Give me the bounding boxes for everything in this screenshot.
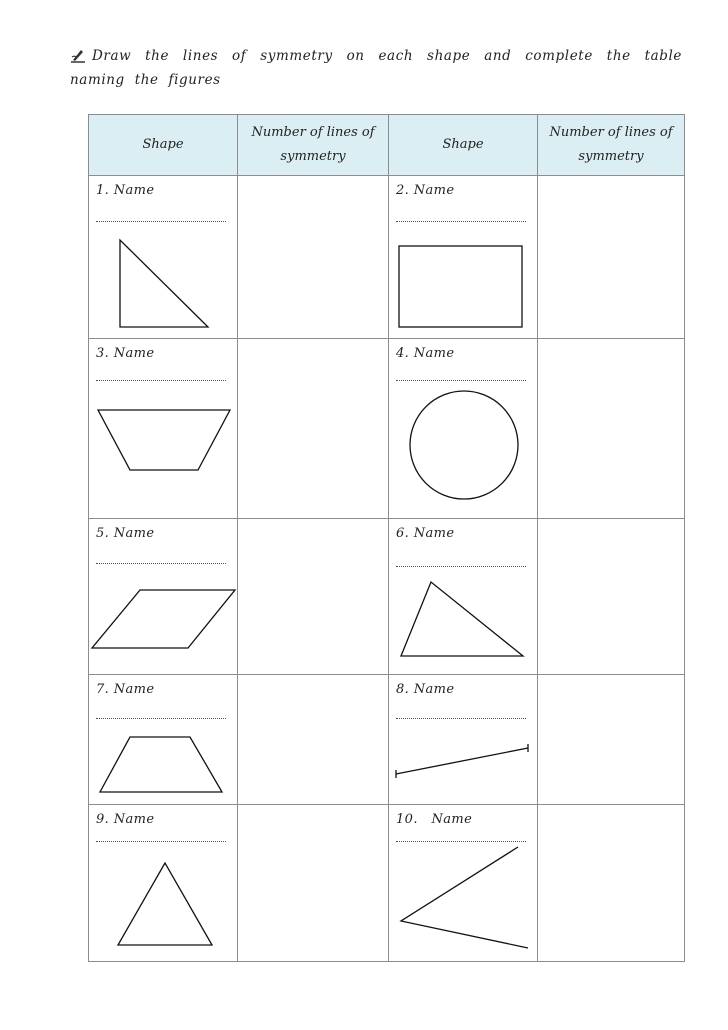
shape-cell-4 xyxy=(389,339,538,519)
item-label-9: 9. Name xyxy=(96,812,155,827)
answer-cell-6[interactable] xyxy=(538,519,685,675)
answer-cell-10[interactable] xyxy=(538,805,685,962)
answer-cell-2[interactable] xyxy=(538,176,685,339)
item-label-4: 4. Name xyxy=(396,346,455,361)
rectangle-figure xyxy=(389,176,538,339)
item-label-8: 8. Name xyxy=(396,682,455,697)
answer-cell-1[interactable] xyxy=(238,176,389,339)
table-row xyxy=(89,176,685,339)
shape-cell-8 xyxy=(389,675,538,805)
symmetry-table xyxy=(88,114,685,962)
instruction-text xyxy=(70,44,682,92)
header-lines-1: Number of lines of symmetry xyxy=(238,115,389,176)
shape-cell-9 xyxy=(89,805,238,962)
pen-hand-icon xyxy=(70,47,86,63)
table-row xyxy=(89,675,685,805)
inverted-trapezium-figure xyxy=(89,339,238,519)
right-triangle-figure xyxy=(89,176,238,339)
shape-cell-10 xyxy=(389,805,538,962)
trapezium-figure xyxy=(89,675,238,805)
table-row xyxy=(89,519,685,675)
scalene-triangle-figure xyxy=(389,519,538,675)
shape-cell-2 xyxy=(389,176,538,339)
item-label-7: 7. Name xyxy=(96,682,155,697)
header-shape-1: Shape xyxy=(89,115,238,176)
header-shape-2: Shape xyxy=(389,115,538,176)
header-lines-2: Number of lines of symmetry xyxy=(538,115,685,176)
item-label-10: 10. Name xyxy=(396,812,473,827)
table-header-row xyxy=(89,115,685,176)
table-row xyxy=(89,339,685,519)
shape-cell-3 xyxy=(89,339,238,519)
instruction-label: Draw the lines of symmetry on each shape and complete the table naming the figures xyxy=(70,48,682,88)
item-label-1: 1. Name xyxy=(96,183,155,198)
line-segment-figure xyxy=(389,675,538,805)
answer-cell-5[interactable] xyxy=(238,519,389,675)
shape-cell-5 xyxy=(89,519,238,675)
answer-cell-4[interactable] xyxy=(538,339,685,519)
item-label-3: 3. Name xyxy=(96,346,155,361)
answer-cell-8[interactable] xyxy=(538,675,685,805)
answer-cell-9[interactable] xyxy=(238,805,389,962)
angle-figure xyxy=(389,805,538,962)
shape-cell-1 xyxy=(89,176,238,339)
equilateral-triangle-figure xyxy=(89,805,238,962)
shape-cell-6 xyxy=(389,519,538,675)
shape-cell-7 xyxy=(89,675,238,805)
answer-cell-7[interactable] xyxy=(238,675,389,805)
parallelogram-figure xyxy=(89,519,238,675)
table-row xyxy=(89,805,685,962)
item-label-5: 5. Name xyxy=(96,526,155,541)
item-label-6: 6. Name xyxy=(396,526,455,541)
answer-cell-3[interactable] xyxy=(238,339,389,519)
item-label-2: 2. Name xyxy=(396,183,455,198)
circle-figure xyxy=(389,339,538,519)
